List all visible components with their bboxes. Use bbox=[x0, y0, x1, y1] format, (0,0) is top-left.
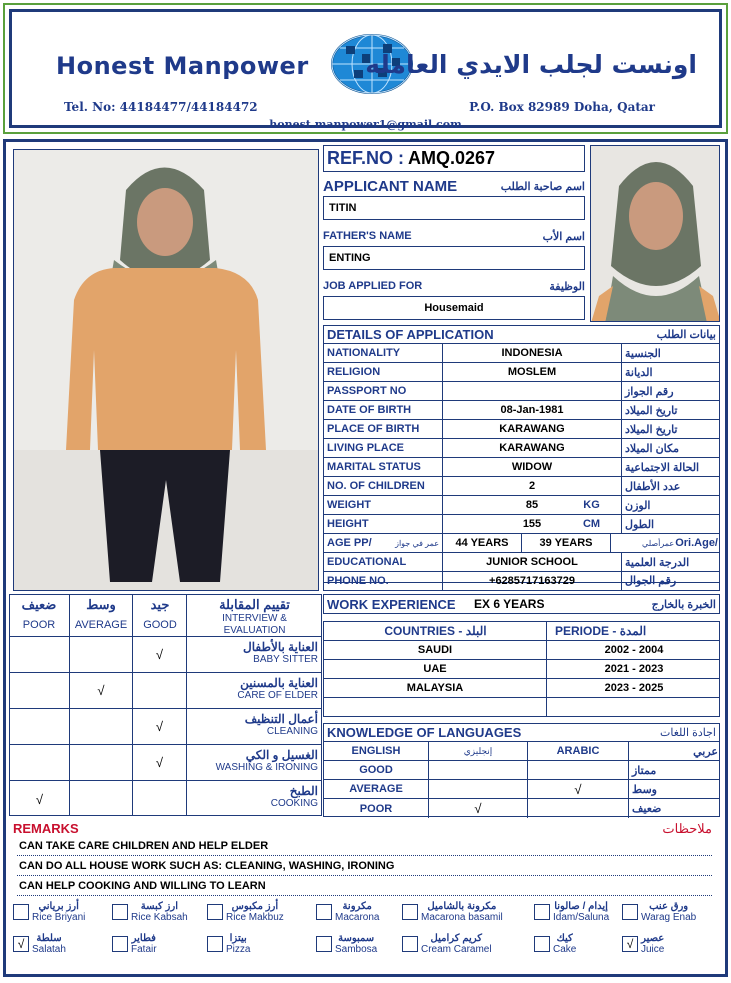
detail-label: PLACE OF BIRTH bbox=[327, 423, 420, 435]
checkbox-icon[interactable] bbox=[402, 936, 418, 952]
email-address: honest.manpower1@gmail.com bbox=[269, 118, 462, 131]
skill-label: CLEANING bbox=[266, 726, 318, 737]
phone-row-box bbox=[323, 571, 720, 591]
father-name-label-ar: اسم الأب bbox=[542, 230, 585, 243]
food-label: Macarona bbox=[335, 912, 380, 923]
languages-title-ar: اجادة اللغات bbox=[660, 727, 716, 739]
skill-label-ar: العناية بالمسنين bbox=[240, 676, 318, 690]
food-checkbox-item[interactable] bbox=[112, 899, 188, 925]
english-header-ar: إنجليزي bbox=[463, 745, 493, 756]
food-checkbox-item[interactable] bbox=[402, 899, 503, 925]
rating-check-icon: √ bbox=[35, 791, 44, 807]
skill-label-ar: الطبخ bbox=[289, 784, 318, 798]
food-label-ar: مكرونة bbox=[342, 901, 372, 912]
rating-check-icon: √ bbox=[155, 719, 164, 734]
language-level-ar: ضعيف bbox=[632, 803, 662, 815]
languages-header-row bbox=[324, 742, 719, 761]
applicant-name-value: TITIN bbox=[329, 202, 357, 214]
age-original-value: 39 YEARS bbox=[539, 537, 593, 549]
experience-period: 2002 - 2004 bbox=[604, 644, 664, 656]
language-row bbox=[324, 799, 719, 818]
checkbox-icon[interactable] bbox=[534, 904, 550, 920]
food-label: Pizza bbox=[226, 944, 251, 955]
detail-row bbox=[324, 363, 719, 382]
work-experience-label-ar: الخبرة بالخارج bbox=[651, 598, 716, 611]
detail-value: 08-Jan-1981 bbox=[500, 404, 564, 416]
food-label: Rice Kabsah bbox=[131, 912, 188, 923]
detail-label-ar: تاريخ الميلاد bbox=[625, 423, 678, 436]
food-label-ar: سلطة bbox=[36, 933, 62, 944]
ori-age-label: Ori.Age/ bbox=[675, 537, 718, 549]
job-label-row bbox=[323, 276, 585, 296]
reference-value: AMQ.0267 bbox=[408, 148, 496, 168]
arabic-check-icon bbox=[528, 761, 628, 779]
work-experience-row bbox=[323, 594, 720, 614]
evaluation-table bbox=[9, 594, 322, 816]
detail-value: 2 bbox=[528, 480, 536, 492]
job-label-ar: الوظيفة bbox=[549, 280, 585, 293]
experience-row bbox=[324, 641, 719, 660]
experience-row bbox=[324, 698, 719, 717]
experience-country: SAUDI bbox=[417, 644, 453, 656]
education-value: JUNIOR SCHOOL bbox=[486, 556, 578, 568]
detail-label: RELIGION bbox=[327, 366, 381, 378]
detail-value: 155 bbox=[522, 518, 542, 530]
poor-header: POOR bbox=[22, 619, 56, 631]
food-label-ar: بيتزا bbox=[229, 933, 247, 944]
detail-value: WIDOW bbox=[511, 461, 553, 473]
experience-header bbox=[324, 622, 719, 641]
detail-value: KARAWANG bbox=[499, 442, 565, 454]
details-title-ar: بيانات الطلب bbox=[656, 329, 716, 341]
food-checkbox-item[interactable] bbox=[534, 899, 609, 925]
detail-row bbox=[324, 420, 719, 439]
detail-row bbox=[324, 458, 719, 477]
detail-row bbox=[324, 496, 719, 515]
food-checkbox-item[interactable] bbox=[112, 931, 157, 957]
detail-label: NO. OF CHILDREN bbox=[327, 480, 425, 492]
detail-value: INDONESIA bbox=[501, 347, 563, 359]
age-label: AGE PP/ bbox=[327, 537, 372, 549]
experience-row bbox=[324, 679, 719, 698]
application-form bbox=[3, 139, 728, 977]
detail-label-ar: مكان الميلاد bbox=[625, 442, 680, 455]
detail-label-ar: تاريخ الميلاد bbox=[625, 404, 678, 417]
evaluation-row bbox=[10, 745, 321, 781]
detail-row bbox=[324, 439, 719, 458]
telephone-number: Tel. No: 44184477/44184472 bbox=[64, 100, 258, 114]
checkbox-icon[interactable] bbox=[622, 904, 638, 920]
applicant-name-label: APPLICANT NAME bbox=[323, 177, 458, 195]
food-label: Cake bbox=[553, 944, 577, 955]
arabic-check-icon: √ bbox=[574, 781, 582, 797]
ori-age-label-ar: عمرأصلي bbox=[642, 538, 675, 548]
remarks-label: REMARKS bbox=[13, 821, 79, 836]
detail-label: NATIONALITY bbox=[327, 347, 401, 359]
detail-value bbox=[443, 382, 621, 400]
remark-line: CAN DO ALL HOUSE WORK SUCH AS: CLEANING, WASHING, IRONING bbox=[17, 856, 712, 876]
food-checkbox-item[interactable] bbox=[207, 899, 284, 925]
education-label: EDUCATIONAL bbox=[327, 556, 407, 568]
average-header: AVERAGE bbox=[74, 619, 128, 631]
job-label: JOB APPLIED FOR bbox=[323, 280, 423, 292]
detail-value: MOSLEM bbox=[507, 366, 557, 378]
father-name-field bbox=[323, 246, 585, 270]
detail-label-ar: عدد الأطفال bbox=[625, 480, 681, 493]
age-label-ar: عمر في جواز bbox=[395, 538, 439, 548]
phone-value: +6285717163729 bbox=[489, 574, 575, 587]
languages-title-row bbox=[324, 724, 719, 742]
food-checkbox-item[interactable] bbox=[207, 931, 250, 957]
food-label-ar: عصير bbox=[641, 933, 665, 944]
skill-label-ar: الغسيل و الكي bbox=[245, 748, 318, 762]
language-row bbox=[324, 761, 719, 780]
food-label: Warag Enab bbox=[641, 912, 697, 923]
food-label-ar: كيك bbox=[556, 933, 573, 944]
food-label: Sambosa bbox=[335, 944, 378, 955]
food-checkbox-item[interactable] bbox=[13, 931, 66, 957]
food-label-ar: كريم كراميل bbox=[430, 933, 483, 944]
checkbox-icon[interactable] bbox=[534, 936, 550, 952]
english-check-icon bbox=[429, 761, 527, 779]
food-label: Rice Makbuz bbox=[226, 912, 284, 923]
checkbox-icon[interactable] bbox=[112, 904, 128, 920]
po-box-address: P.O. Box 82989 Doha, Qatar bbox=[469, 100, 655, 114]
checkbox-icon[interactable] bbox=[316, 904, 332, 920]
reference-number bbox=[323, 145, 585, 172]
good-header-ar: جيد bbox=[150, 597, 170, 612]
evaluation-row bbox=[10, 781, 321, 817]
food-label: Cream Caramel bbox=[421, 944, 492, 955]
phone-label-ar: رقم الجوال bbox=[625, 575, 677, 587]
checkbox-icon[interactable] bbox=[13, 904, 29, 920]
experience-country bbox=[324, 698, 546, 717]
remark-line: CAN HELP COOKING AND WILLING TO LEARN bbox=[17, 876, 712, 896]
checkbox-icon[interactable] bbox=[207, 904, 223, 920]
food-label-ar: أرز مكبوس bbox=[231, 901, 279, 912]
food-label-ar: إيدام / صالونا bbox=[554, 901, 608, 912]
food-label: Macarona basamil bbox=[421, 912, 503, 923]
experience-country: MALAYSIA bbox=[406, 682, 464, 694]
food-label-ar: ورق عنب bbox=[649, 901, 689, 912]
detail-label-ar: الحالة الاجتماعية bbox=[625, 461, 700, 474]
father-name-value: ENTING bbox=[329, 252, 371, 264]
details-table bbox=[323, 325, 720, 583]
food-label-ar: ارز كبسة bbox=[140, 901, 178, 912]
age-row bbox=[324, 534, 719, 553]
rating-check-icon: √ bbox=[97, 683, 105, 698]
applicant-name-label-ar: اسم صاحبة الطلب bbox=[500, 180, 585, 193]
language-level-ar: ممتاز bbox=[632, 764, 657, 777]
food-label: Rice Briyani bbox=[32, 912, 86, 923]
food-checkbox-item[interactable] bbox=[402, 931, 492, 957]
food-checkbox-item[interactable] bbox=[622, 931, 664, 957]
letterhead-frame bbox=[9, 9, 722, 131]
english-check-icon: √ bbox=[474, 801, 482, 816]
detail-label-ar: رقم الجواز bbox=[625, 385, 674, 398]
detail-unit: KG bbox=[583, 499, 600, 511]
food-label: Fatair bbox=[131, 944, 157, 955]
checkbox-icon[interactable]: √ bbox=[622, 936, 638, 952]
languages-title: KNOWLEDGE OF LANGUAGES bbox=[327, 725, 522, 740]
evaluation-header bbox=[10, 595, 321, 637]
detail-value: 85 bbox=[525, 499, 539, 511]
period-header: PERIODE - المدة bbox=[555, 624, 647, 638]
food-label-ar: مكرونة بالشاميل bbox=[427, 901, 497, 912]
detail-label: HEIGHT bbox=[327, 518, 369, 530]
food-checkbox-item[interactable] bbox=[316, 899, 379, 925]
food-checkbox-item[interactable] bbox=[13, 899, 85, 925]
experience-row bbox=[324, 660, 719, 679]
skill-label: WASHING & IRONING bbox=[215, 762, 318, 773]
checkbox-icon[interactable]: √ bbox=[13, 936, 29, 952]
food-checkbox-item[interactable] bbox=[622, 899, 696, 925]
detail-label-ar: الجنسية bbox=[625, 347, 661, 360]
evaluation-row bbox=[10, 637, 321, 673]
arabic-check-icon bbox=[528, 799, 628, 818]
skill-label-ar: أعمال التنظيف bbox=[244, 712, 318, 726]
evaluation-title: INTERVIEW & EVALUATION bbox=[222, 613, 287, 636]
remarks-label-ar: ملاحظات bbox=[662, 821, 712, 836]
work-experience-label: WORK EXPERIENCE bbox=[327, 596, 456, 612]
detail-label: WEIGHT bbox=[327, 499, 371, 511]
experience-period bbox=[547, 698, 721, 717]
letterhead bbox=[3, 3, 728, 134]
details-title-row bbox=[324, 326, 719, 344]
food-label: Idam/Saluna bbox=[553, 912, 610, 923]
arabic-header-ar: عربي bbox=[693, 745, 718, 758]
detail-label-ar: الطول bbox=[625, 518, 655, 531]
father-name-label-row bbox=[323, 226, 585, 246]
detail-row bbox=[324, 477, 719, 496]
experience-period: 2021 - 2023 bbox=[604, 663, 664, 675]
skill-label-ar: العناية بالأطفال bbox=[243, 640, 318, 654]
food-label-ar: أرز برياني bbox=[38, 901, 79, 912]
checkbox-icon[interactable] bbox=[112, 936, 128, 952]
language-level: GOOD bbox=[359, 764, 393, 776]
brand-name-en: Honest Manpower bbox=[56, 52, 309, 80]
education-row bbox=[324, 553, 719, 572]
detail-row bbox=[324, 344, 719, 363]
skill-label: COOKING bbox=[270, 798, 318, 809]
language-level-ar: وسط bbox=[632, 783, 657, 796]
english-check-icon bbox=[429, 780, 527, 798]
detail-label: PASSPORT NO bbox=[327, 385, 407, 397]
remarks-section bbox=[9, 819, 720, 969]
food-label-ar: فطاير bbox=[131, 933, 156, 944]
detail-label: LIVING PLACE bbox=[327, 442, 405, 454]
education-label-ar: الدرجة العلمية bbox=[625, 556, 690, 569]
checkbox-icon[interactable] bbox=[402, 904, 418, 920]
experience-table bbox=[323, 621, 720, 717]
language-level: AVERAGE bbox=[349, 783, 403, 795]
father-name-label: FATHER'S NAME bbox=[323, 230, 412, 242]
detail-label-ar: الديانة bbox=[625, 366, 653, 379]
food-label: Juice bbox=[641, 944, 665, 955]
experience-country: UAE bbox=[423, 663, 447, 675]
language-level: POOR bbox=[359, 802, 393, 815]
food-checkbox-item[interactable] bbox=[316, 931, 377, 957]
detail-value: KARAWANG bbox=[499, 423, 565, 435]
phone-label: PHONE NO. bbox=[327, 574, 389, 587]
languages-table bbox=[323, 723, 720, 817]
food-label: Salatah bbox=[32, 944, 66, 955]
food-label-ar: سمبوسة bbox=[338, 933, 375, 944]
applicant-name-label-row bbox=[323, 176, 585, 196]
good-header: GOOD bbox=[143, 619, 177, 631]
portrait-photo bbox=[590, 145, 720, 322]
brand-name-ar: اونست لجلب الايدي العامله bbox=[365, 50, 697, 79]
detail-row bbox=[324, 515, 719, 534]
job-value: Housemaid bbox=[424, 302, 484, 314]
food-checkbox-item[interactable] bbox=[534, 931, 576, 957]
detail-label: DATE OF BIRTH bbox=[327, 404, 412, 416]
reference-label: REF.NO : bbox=[327, 148, 405, 168]
checkbox-icon[interactable] bbox=[316, 936, 332, 952]
checkbox-icon[interactable] bbox=[207, 936, 223, 952]
rating-check-icon: √ bbox=[155, 755, 164, 770]
remark-line: CAN TAKE CARE CHILDREN AND HELP ELDER bbox=[17, 836, 712, 856]
detail-label-ar: الوزن bbox=[625, 499, 651, 512]
average-header-ar: وسط bbox=[86, 597, 116, 612]
work-experience-value: EX 6 YEARS bbox=[474, 597, 545, 611]
full-body-photo bbox=[13, 149, 319, 591]
skill-label: BABY SITTER bbox=[253, 654, 318, 665]
details-title: DETAILS OF APPLICATION bbox=[327, 327, 494, 342]
language-row bbox=[324, 780, 719, 799]
detail-row bbox=[324, 382, 719, 401]
evaluation-row bbox=[10, 709, 321, 745]
detail-unit: CM bbox=[582, 518, 601, 530]
poor-header-ar: ضعيف bbox=[21, 597, 57, 612]
arabic-header: ARABIC bbox=[556, 745, 600, 757]
experience-period: 2023 - 2025 bbox=[604, 682, 664, 694]
detail-label: MARITAL STATUS bbox=[327, 461, 421, 473]
detail-row bbox=[324, 401, 719, 420]
applicant-name-field bbox=[323, 196, 585, 220]
countries-header: COUNTRIES - البلد bbox=[384, 624, 487, 638]
skill-label: CARE OF ELDER bbox=[237, 690, 318, 701]
job-field bbox=[323, 296, 585, 320]
age-passport-value: 44 YEARS bbox=[455, 537, 509, 549]
rating-check-icon: √ bbox=[155, 647, 164, 662]
evaluation-title-ar: تقييم المقابلة bbox=[219, 597, 290, 612]
evaluation-row bbox=[10, 673, 321, 709]
english-header: ENGLISH bbox=[351, 745, 401, 757]
